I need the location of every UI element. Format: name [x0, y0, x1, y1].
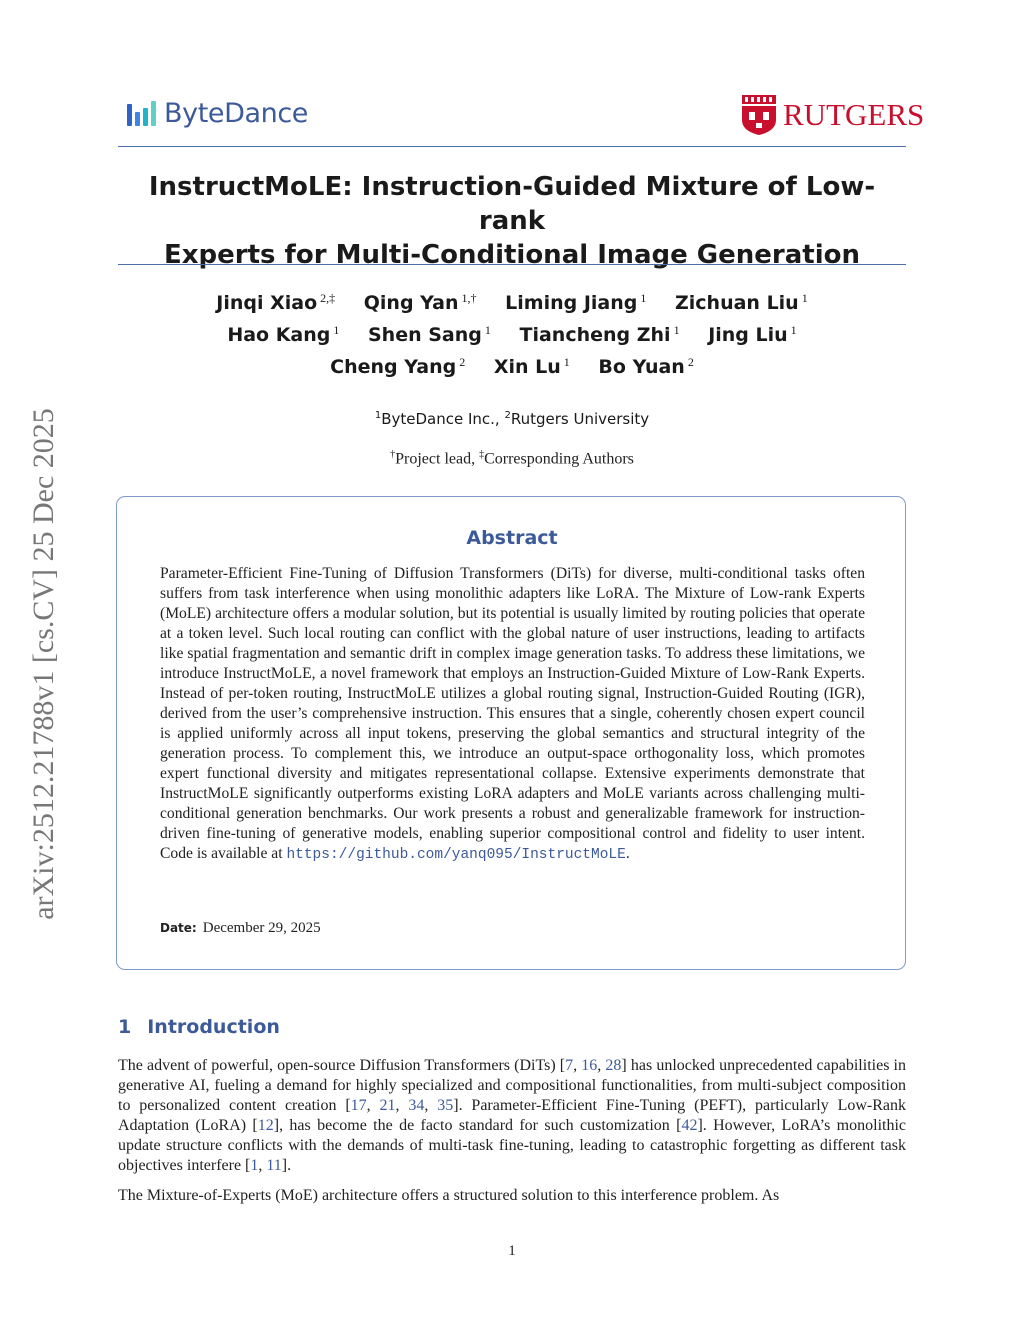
section-heading: 1 Introduction — [118, 1016, 280, 1038]
rutgers-shield-icon — [741, 94, 777, 136]
citation[interactable]: 1 — [250, 1157, 259, 1174]
citation[interactable]: 35 — [437, 1097, 454, 1114]
citation[interactable]: 16 — [581, 1057, 598, 1074]
author-row — [118, 291, 906, 314]
header-rule — [118, 146, 906, 147]
date-label: Date: — [160, 921, 197, 935]
page-number: 1 — [508, 1243, 516, 1259]
author: Xin Lu $^1$ — [493, 355, 570, 378]
author: Shen Sang $^1$ — [368, 323, 491, 346]
bytedance-mark-icon — [127, 100, 156, 126]
paper-title — [118, 170, 906, 272]
citation[interactable]: 42 — [681, 1117, 698, 1134]
affiliations: $^1$ByteDance Inc., $^2$Rutgers University — [374, 410, 650, 428]
author: Tiancheng Zhi $^1$ — [519, 323, 680, 346]
author: Cheng Yang $^2$ — [330, 355, 466, 378]
author: Qing Yan $^{1,\dagger}$ — [363, 291, 477, 314]
title-rule — [118, 264, 906, 265]
author-notes: †Project lead, ‡Corresponding Authors — [390, 449, 634, 468]
code-link[interactable]: https://github.com/yanq095/InstructMoLE — [286, 847, 626, 863]
citation[interactable]: 28 — [605, 1057, 622, 1074]
date-value: December 29, 2025 — [202, 920, 321, 936]
author: Zichuan Liu $^1$ — [675, 291, 808, 314]
rutgers-wordmark: RUTGERS — [783, 97, 925, 132]
author: Liming Jiang $^1$ — [505, 291, 647, 314]
abstract-heading: Abstract — [466, 527, 558, 549]
author-row — [118, 355, 906, 378]
author-row — [118, 323, 906, 346]
citation[interactable]: 12 — [257, 1117, 274, 1134]
rutgers-logo — [741, 93, 924, 137]
date-line — [160, 920, 321, 937]
bytedance-wordmark: ByteDance — [164, 97, 309, 129]
title-line: InstructMoLE: Instruction-Guided Mixture of Low-rank — [148, 172, 876, 236]
intro-paragraph-2: The Mixture-of-Experts (MoE) architecture offers a structured solution to this interference problem. As — [118, 1187, 780, 1204]
author: Jinqi Xiao $^{2,\ddagger}$ — [216, 291, 336, 314]
title-line: Experts for Multi-Conditional Image Generation — [163, 240, 861, 270]
intro-paragraph-1: The advent of powerful, open-source Diffusion Transformers (DiTs) [7, 16, 28] has unlocked unprecedented capabilities in generative AI, fueling a demand for highly specialized and compositional functionalities, from multi-subject composition to personalized content creation [17, 21, 34, 35]. Parameter-Efficient Fine-Tuning (PEFT), particularly Low-Rank Adaptation (LoRA) [12], has become the de facto standard for such customization [42]. However, LoRA’s monolithic update structure conflicts with the demands of multi-task fine-tuning, leading to catastrophic forgetting as different task objectives interfere [1, 11]. — [118, 1057, 907, 1174]
citation[interactable]: 7 — [565, 1057, 574, 1074]
citation[interactable]: 34 — [408, 1097, 425, 1114]
author: Jing Liu $^1$ — [708, 323, 797, 346]
citation[interactable]: 17 — [350, 1097, 367, 1114]
abstract-text: Parameter-Efficient Fine-Tuning of Diffusion Transformers (DiTs) for diverse, multi-conditional tasks often suffers from task interference when using monolithic adapters like LoRA. The Mixture of Low-rank Experts (MoLE) architecture offers a modular solution, but its potential is usually limited by routing policies that operate at a token level. Such local routing can conflict with the global nature of user instructions, leading to artifacts like spatial fragmentation and semantic drift in complex image generation tasks. To address these limitations, we introduce InstructMoLE, a novel framework that employs an Instruction-Guided Mixture of Low-Rank Experts. Instead of per-token routing, InstructMoLE utilizes a global routing signal, Instruction-Guided Routing (IGR), derived from the user’s comprehensive instruction. This ensures that a single, coherently chosen expert council is applied uniformly across all input tokens, preserving the global semantics and structural integrity of the generation process. To complement this, we introduce an output-space orthogonality loss, which promotes expert functional diversity and mitigates representational collapse. Extensive experiments demonstrate that InstructMoLE significantly outperforms existing LoRA adapters and MoLE variants across challenging multi-conditional generation benchmarks. Our work presents a robust and generalizable framework for instruction-driven fine-tuning of generative models, enabling superior compositional control and fidelity to user intent. Code is available at https://github.com/yanq095/InstructMoLE. — [160, 565, 865, 863]
citation[interactable]: 11 — [266, 1157, 282, 1174]
bytedance-logo — [127, 97, 308, 129]
author: Bo Yuan $^2$ — [598, 355, 694, 378]
arxiv-stamp: arXiv:2512.21788v1 [cs.CV] 25 Dec 2025 — [27, 408, 60, 920]
author: Hao Kang $^1$ — [227, 323, 340, 346]
citation[interactable]: 21 — [379, 1097, 396, 1114]
